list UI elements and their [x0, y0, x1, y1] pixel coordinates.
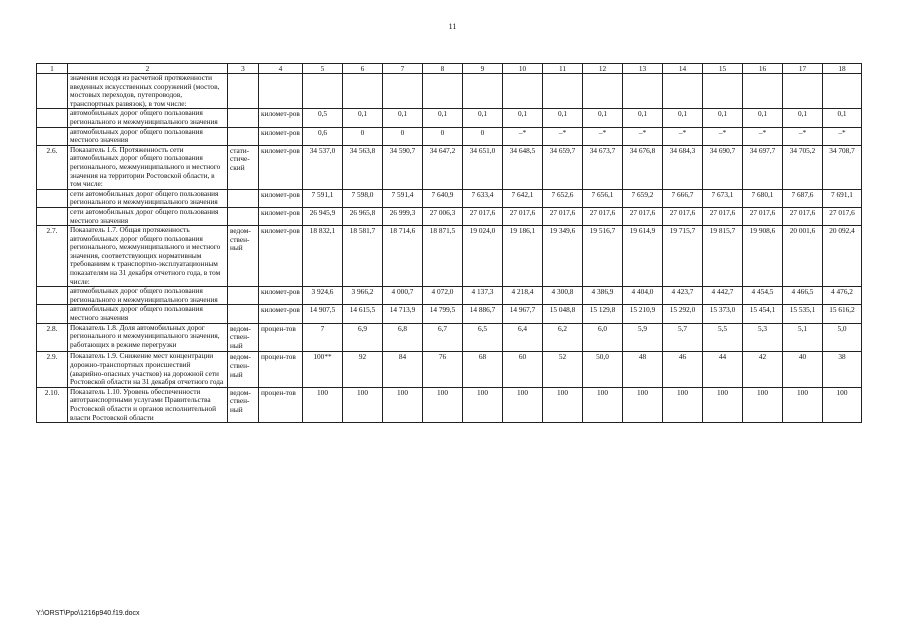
value-cell: 100 — [463, 387, 503, 422]
value-cell: 38 — [823, 352, 862, 387]
indicator-description-cell: Показатель 1.10. Уровень обеспеченности автотранспортными услугами Правительства Ростовской области и органов исполнительной власти Ростовской области — [68, 387, 228, 422]
header-cell: 11 — [543, 64, 583, 74]
header-row — [37, 64, 862, 74]
indicator-description-cell: Показатель 1.6. Протяженность сети автомобильных дорог общего пользования регионального, межмуниципального и местного значения на территории Ростовской области, в том числе: — [68, 145, 228, 189]
value-cell: 18 581,7 — [343, 226, 383, 287]
value-cell: 7 656,1 — [583, 189, 623, 207]
value-cell: 34 651,0 — [463, 145, 503, 189]
value-cell: 14 615,5 — [343, 305, 383, 323]
value-cell: 6,7 — [423, 323, 463, 352]
value-cell: –* — [583, 127, 623, 145]
value-cell: 0,1 — [543, 109, 583, 127]
value-cell: 5,3 — [743, 323, 783, 352]
value-cell — [583, 74, 623, 109]
value-cell — [503, 74, 543, 109]
header-cell: 2 — [68, 64, 228, 74]
value-cell: 6,8 — [383, 323, 423, 352]
value-cell: 15 616,2 — [823, 305, 862, 323]
value-cell: 46 — [663, 352, 703, 387]
row-number-cell — [37, 305, 68, 323]
value-cell: 68 — [463, 352, 503, 387]
unit-cell — [259, 74, 303, 109]
value-cell: 0 — [383, 127, 423, 145]
header-cell: 15 — [703, 64, 743, 74]
indicators-table-wrapper — [36, 63, 861, 423]
header-cell: 10 — [503, 64, 543, 74]
value-cell: 34 563,8 — [343, 145, 383, 189]
header-cell: 7 — [383, 64, 423, 74]
value-cell: 19 186,1 — [503, 226, 543, 287]
value-cell: 7 598,0 — [343, 189, 383, 207]
value-cell: 0,1 — [703, 109, 743, 127]
value-cell: 15 048,8 — [543, 305, 583, 323]
value-cell: 19 614,9 — [623, 226, 663, 287]
value-cell: 0,1 — [743, 109, 783, 127]
header-cell: 17 — [783, 64, 823, 74]
value-cell: 18 871,5 — [423, 226, 463, 287]
value-cell: 4 454,5 — [743, 287, 783, 305]
value-cell: 100 — [663, 387, 703, 422]
indicator-description-cell: Показатель 1.7. Общая протяженность автомобильных дорог общего пользования регионального, межмуниципального и местного значения, соответствующих нормативным требованиям к транспортно-эксплуатационным показателям на 31 декабря отчетного года, в том числе: — [68, 226, 228, 287]
unit-cell: километ-ров — [259, 189, 303, 207]
data-source-cell: стати-стиче-ский — [228, 145, 259, 189]
value-cell: 19 024,0 — [463, 226, 503, 287]
value-cell: 19 715,7 — [663, 226, 703, 287]
value-cell: 27 006,3 — [423, 207, 463, 225]
value-cell: 18 832,1 — [303, 226, 343, 287]
value-cell: 20 092,4 — [823, 226, 862, 287]
header-cell: 12 — [583, 64, 623, 74]
value-cell: 44 — [703, 352, 743, 387]
header-cell: 13 — [623, 64, 663, 74]
value-cell: 100 — [823, 387, 862, 422]
value-cell: –* — [703, 127, 743, 145]
unit-cell: километ-ров — [259, 305, 303, 323]
data-source-cell — [228, 305, 259, 323]
row-number-cell: 2.8. — [37, 323, 68, 352]
value-cell: 0,1 — [783, 109, 823, 127]
row-number-cell — [37, 74, 68, 109]
value-cell: 7 591,4 — [383, 189, 423, 207]
value-cell — [343, 74, 383, 109]
value-cell — [663, 74, 703, 109]
value-cell: 20 001,6 — [783, 226, 823, 287]
value-cell — [383, 74, 423, 109]
value-cell: 34 590,7 — [383, 145, 423, 189]
value-cell — [623, 74, 663, 109]
value-cell: 0,1 — [463, 109, 503, 127]
value-cell: 4 137,3 — [463, 287, 503, 305]
value-cell: –* — [543, 127, 583, 145]
value-cell: 42 — [743, 352, 783, 387]
value-cell: 3 924,6 — [303, 287, 343, 305]
value-cell: 19 516,7 — [583, 226, 623, 287]
value-cell: 4 466,5 — [783, 287, 823, 305]
value-cell: 26 965,8 — [343, 207, 383, 225]
indicator-description-cell: сети автомобильных дорог общего пользования местного значения — [68, 207, 228, 225]
value-cell: –* — [783, 127, 823, 145]
value-cell: 0 — [463, 127, 503, 145]
data-source-cell — [228, 189, 259, 207]
row-number-cell — [37, 109, 68, 127]
value-cell: 5,1 — [783, 323, 823, 352]
value-cell — [543, 74, 583, 109]
unit-cell: процен-тов — [259, 387, 303, 422]
value-cell: –* — [503, 127, 543, 145]
row-number-cell — [37, 287, 68, 305]
value-cell: 0,1 — [423, 109, 463, 127]
value-cell — [823, 74, 862, 109]
value-cell: 100 — [743, 387, 783, 422]
value-cell: 0,1 — [503, 109, 543, 127]
table-body — [37, 74, 862, 423]
indicator-description-cell: автомобильных дорог общего пользования регионального и межмуниципального значения — [68, 109, 228, 127]
value-cell: 5,0 — [823, 323, 862, 352]
data-source-cell: ведом-ствен-ный — [228, 323, 259, 352]
table-header — [37, 64, 862, 74]
value-cell: 4 404,0 — [623, 287, 663, 305]
table-row — [37, 387, 862, 422]
table-row — [37, 305, 862, 323]
header-cell: 6 — [343, 64, 383, 74]
row-number-cell: 2.9. — [37, 352, 68, 387]
value-cell: 19 908,6 — [743, 226, 783, 287]
value-cell: 4 442,7 — [703, 287, 743, 305]
value-cell: 18 714,6 — [383, 226, 423, 287]
value-cell: 100 — [503, 387, 543, 422]
value-cell: 34 648,5 — [503, 145, 543, 189]
indicator-description-cell: значения исходя из расчетной протяженности введенных искусственных сооружений (мостов, мостовых переходов, путепроводов, транспортных развязок), в том числе: — [68, 74, 228, 109]
value-cell: 100 — [343, 387, 383, 422]
value-cell: 15 535,1 — [783, 305, 823, 323]
value-cell: 26 999,3 — [383, 207, 423, 225]
header-cell: 1 — [37, 64, 68, 74]
value-cell: 4 218,4 — [503, 287, 543, 305]
value-cell: 100 — [623, 387, 663, 422]
indicator-description-cell: автомобильных дорог общего пользования местного значения — [68, 305, 228, 323]
row-number-cell: 2.10. — [37, 387, 68, 422]
value-cell: 40 — [783, 352, 823, 387]
unit-cell: процен-тов — [259, 352, 303, 387]
value-cell: 14 799,5 — [423, 305, 463, 323]
value-cell: 15 210,9 — [623, 305, 663, 323]
value-cell: 5,5 — [703, 323, 743, 352]
value-cell: 27 017,6 — [463, 207, 503, 225]
indicator-description-cell: Показатель 1.8. Доля автомобильных дорог регионального и межмуниципального значения, работающих в режиме перегрузки — [68, 323, 228, 352]
value-cell: 15 292,0 — [663, 305, 703, 323]
value-cell: 52 — [543, 352, 583, 387]
value-cell: 0,1 — [823, 109, 862, 127]
value-cell: 15 129,8 — [583, 305, 623, 323]
data-source-cell — [228, 74, 259, 109]
value-cell: 5,7 — [663, 323, 703, 352]
header-cell: 3 — [228, 64, 259, 74]
value-cell: 19 815,7 — [703, 226, 743, 287]
value-cell: 7 652,6 — [543, 189, 583, 207]
value-cell: 7 642,1 — [503, 189, 543, 207]
value-cell: 100** — [303, 352, 343, 387]
table-row — [37, 74, 862, 109]
indicator-description-cell: автомобильных дорог общего пользования местного значения — [68, 127, 228, 145]
value-cell: 6,9 — [343, 323, 383, 352]
value-cell: 26 945,9 — [303, 207, 343, 225]
value-cell: 0 — [423, 127, 463, 145]
header-cell: 9 — [463, 64, 503, 74]
value-cell — [783, 74, 823, 109]
value-cell: 76 — [423, 352, 463, 387]
value-cell: 92 — [343, 352, 383, 387]
value-cell: 7 640,9 — [423, 189, 463, 207]
value-cell: 27 017,6 — [543, 207, 583, 225]
value-cell: 0,1 — [383, 109, 423, 127]
value-cell: 5,9 — [623, 323, 663, 352]
value-cell: 34 659,7 — [543, 145, 583, 189]
value-cell: 27 017,6 — [703, 207, 743, 225]
row-number-cell — [37, 207, 68, 225]
value-cell: 100 — [583, 387, 623, 422]
table-row — [37, 127, 862, 145]
value-cell: 27 017,6 — [783, 207, 823, 225]
value-cell: 19 349,6 — [543, 226, 583, 287]
value-cell: 27 017,6 — [503, 207, 543, 225]
value-cell: 15 373,0 — [703, 305, 743, 323]
value-cell: 100 — [783, 387, 823, 422]
table-row — [37, 145, 862, 189]
value-cell: 60 — [503, 352, 543, 387]
value-cell: 4 386,9 — [583, 287, 623, 305]
value-cell: 34 697,7 — [743, 145, 783, 189]
value-cell: 84 — [383, 352, 423, 387]
unit-cell: километ-ров — [259, 226, 303, 287]
value-cell: 4 476,2 — [823, 287, 862, 305]
value-cell: 0 — [343, 127, 383, 145]
header-cell: 8 — [423, 64, 463, 74]
value-cell: 100 — [303, 387, 343, 422]
value-cell: 34 705,2 — [783, 145, 823, 189]
header-cell: 16 — [743, 64, 783, 74]
value-cell: 100 — [703, 387, 743, 422]
unit-cell: километ-ров — [259, 109, 303, 127]
header-cell: 4 — [259, 64, 303, 74]
table-row — [37, 323, 862, 352]
header-cell: 5 — [303, 64, 343, 74]
value-cell: 34 673,7 — [583, 145, 623, 189]
header-cell: 18 — [823, 64, 862, 74]
unit-cell: километ-ров — [259, 127, 303, 145]
indicator-description-cell: автомобильных дорог общего пользования регионального и межмуниципального значения — [68, 287, 228, 305]
value-cell: 6,2 — [543, 323, 583, 352]
value-cell: 0,1 — [663, 109, 703, 127]
data-source-cell — [228, 109, 259, 127]
value-cell: 0,6 — [303, 127, 343, 145]
table-row — [37, 287, 862, 305]
indicators-table — [36, 63, 862, 423]
value-cell: 34 676,8 — [623, 145, 663, 189]
value-cell: 27 017,6 — [663, 207, 703, 225]
value-cell: 6,0 — [583, 323, 623, 352]
value-cell: 6,4 — [503, 323, 543, 352]
value-cell: –* — [623, 127, 663, 145]
value-cell: 14 907,5 — [303, 305, 343, 323]
row-number-cell — [37, 127, 68, 145]
row-number-cell: 2.7. — [37, 226, 68, 287]
value-cell: 4 423,7 — [663, 287, 703, 305]
value-cell: 50,0 — [583, 352, 623, 387]
value-cell: 34 690,7 — [703, 145, 743, 189]
value-cell — [303, 74, 343, 109]
value-cell: 7 680,1 — [743, 189, 783, 207]
value-cell: 100 — [423, 387, 463, 422]
value-cell: 0,5 — [303, 109, 343, 127]
table-row — [37, 189, 862, 207]
page-number: 11 — [448, 22, 457, 31]
data-source-cell: ведом-ствен-ный — [228, 387, 259, 422]
value-cell: 4 000,7 — [383, 287, 423, 305]
value-cell: 34 708,7 — [823, 145, 862, 189]
value-cell: 27 017,6 — [823, 207, 862, 225]
value-cell: 4 072,0 — [423, 287, 463, 305]
data-source-cell — [228, 207, 259, 225]
header-cell: 14 — [663, 64, 703, 74]
data-source-cell — [228, 127, 259, 145]
value-cell: 7 633,4 — [463, 189, 503, 207]
row-number-cell — [37, 189, 68, 207]
value-cell: 7 687,6 — [783, 189, 823, 207]
value-cell — [743, 74, 783, 109]
value-cell: –* — [663, 127, 703, 145]
value-cell: 4 300,8 — [543, 287, 583, 305]
value-cell: 3 966,2 — [343, 287, 383, 305]
table-row — [37, 226, 862, 287]
value-cell: 0,1 — [623, 109, 663, 127]
value-cell: 7 673,1 — [703, 189, 743, 207]
value-cell: 100 — [543, 387, 583, 422]
indicator-description-cell: сети автомобильных дорог общего пользования регионального и межмуниципального значения — [68, 189, 228, 207]
data-source-cell: ведом-ствен-ный — [228, 352, 259, 387]
value-cell: 34 647,2 — [423, 145, 463, 189]
value-cell: 14 713,9 — [383, 305, 423, 323]
value-cell — [423, 74, 463, 109]
data-source-cell: ведом-ствен-ный — [228, 226, 259, 287]
value-cell: 7 — [303, 323, 343, 352]
value-cell: 100 — [383, 387, 423, 422]
value-cell: 34 537,0 — [303, 145, 343, 189]
value-cell: 14 967,7 — [503, 305, 543, 323]
value-cell: 7 591,1 — [303, 189, 343, 207]
value-cell: 6,5 — [463, 323, 503, 352]
value-cell: 27 017,6 — [743, 207, 783, 225]
value-cell: 7 666,7 — [663, 189, 703, 207]
unit-cell: процен-тов — [259, 323, 303, 352]
value-cell: 14 886,7 — [463, 305, 503, 323]
value-cell: –* — [743, 127, 783, 145]
value-cell: 7 659,2 — [623, 189, 663, 207]
value-cell: 0,1 — [343, 109, 383, 127]
value-cell: 48 — [623, 352, 663, 387]
data-source-cell — [228, 287, 259, 305]
value-cell: 34 684,3 — [663, 145, 703, 189]
unit-cell: километ-ров — [259, 207, 303, 225]
row-number-cell: 2.6. — [37, 145, 68, 189]
value-cell: 0,1 — [583, 109, 623, 127]
value-cell: 27 017,6 — [583, 207, 623, 225]
table-row — [37, 109, 862, 127]
value-cell — [703, 74, 743, 109]
indicator-description-cell: Показатель 1.9. Снижение мест концентрации дорожно-транспортных происшествий (аварийно-опасных участков) на дорожной сети Ростовской области на 31 декабря отчетного года — [68, 352, 228, 387]
value-cell: 15 454,1 — [743, 305, 783, 323]
footer-file-path: Y:\ORST\Ppo\1216p940.f19.docx — [36, 610, 140, 617]
unit-cell: километ-ров — [259, 145, 303, 189]
table-row — [37, 352, 862, 387]
table-row — [37, 207, 862, 225]
value-cell — [463, 74, 503, 109]
unit-cell: километ-ров — [259, 287, 303, 305]
value-cell: 7 691,1 — [823, 189, 862, 207]
value-cell: 27 017,6 — [623, 207, 663, 225]
value-cell: –* — [823, 127, 862, 145]
